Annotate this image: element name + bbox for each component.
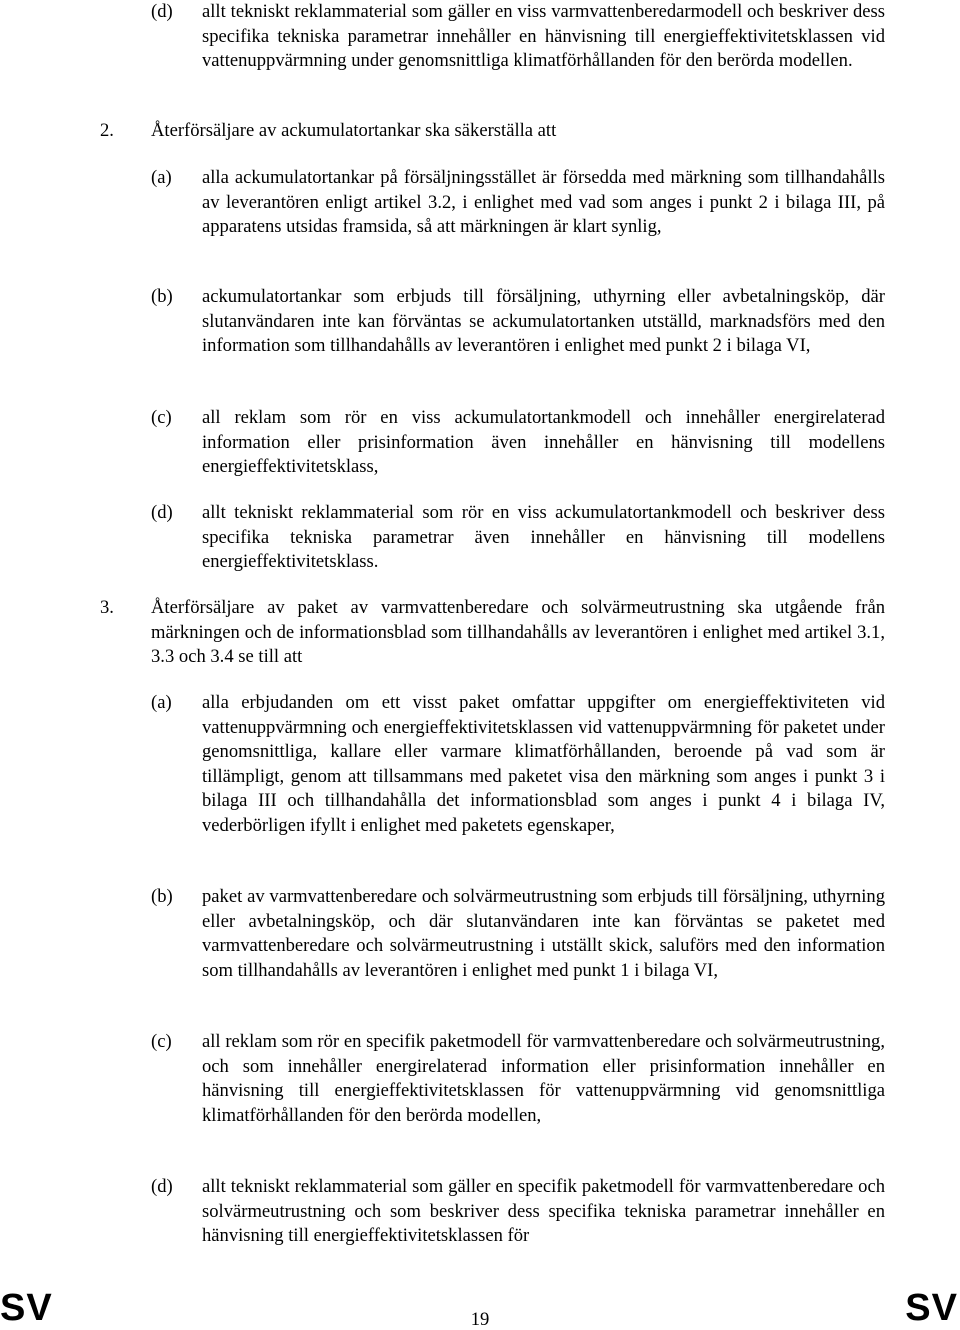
item-text: allt tekniskt reklammaterial som rör en viss ackumulatortankmodell och beskriver dess specifika tekniska parametrar även innehåller en hänvisning till modellens energieffektivitetsklass. bbox=[202, 502, 885, 572]
paragraph-number: 3. bbox=[100, 597, 114, 618]
footer-language-left: SV bbox=[0, 1287, 53, 1329]
paragraph-3 bbox=[100, 596, 885, 670]
list-item-d-continued bbox=[151, 0, 885, 74]
footer-language-right: SV bbox=[905, 1287, 958, 1329]
list-item-2c bbox=[151, 406, 885, 480]
paragraph-text: Återförsäljare av paket av varmvattenberedare och solvärmeutrustning ska utgående från märkningen och de informationsblad som tillhandahålls av leverantören i enlighet med artikel 3.1, 3.3 och 3.4 se till att bbox=[151, 597, 885, 667]
item-label: (b) bbox=[151, 286, 173, 307]
paragraph-number: 2. bbox=[100, 120, 114, 141]
item-text: all reklam som rör en specifik paketmodell för varmvattenberedare och solvärmeutrustning, och som innehåller energirelaterad information eller prisinformation innehåller en hänvisning till energieffektivitetsklassen för vattenuppvärmning vid genomsnittliga klimatförhållanden för den berörda modellen, bbox=[202, 1031, 885, 1126]
item-text: ackumulatortankar som erbjuds till försäljning, uthyrning eller avbetalningsköp, där slutanvändaren inte kan förväntas se ackumulatortanken utställd, marknadsförs med den information som tillhandahålls av leverantören i enlighet med punkt 2 i bilaga VI, bbox=[202, 286, 885, 356]
item-text: allt tekniskt reklammaterial som gäller en viss varmvattenberedarmodell och beskriver dess specifika tekniska parametrar innehåller en hänvisning till energieffektivitetsklassen vid vattenuppvärmning under genomsnittliga klimatförhållanden för den berörda modellen. bbox=[202, 1, 885, 71]
item-text: alla erbjudanden om ett visst paket omfattar uppgifter om energieffektiviteten vid vattenuppvärmning och energieffektivitetsklassen vid vattenuppvärmning för paketet under genomsnittliga, kallare eller varmare klimatförhållanden, beroende på vad som är tillämpligt, genom att tillsammans med paketet visa den märkning som anges i punkt 3 i bilaga III och tillhandahålla det informationsblad som anges i punkt 4 i bilaga IV, vederbörligen ifyllt i enlighet med paketets egenskaper, bbox=[202, 692, 885, 836]
list-item-3d bbox=[151, 1175, 885, 1249]
list-item-2a bbox=[151, 166, 885, 240]
list-item-3b bbox=[151, 885, 885, 983]
item-text: allt tekniskt reklammaterial som gäller en specifik paketmodell för varmvattenberedare och solvärmeutrustning och som beskriver dess specifika tekniska parametrar innehåller en hänvisning till energieffektivitetsklassen för bbox=[202, 1176, 885, 1246]
item-label: (b) bbox=[151, 886, 173, 907]
item-label: (a) bbox=[151, 167, 172, 188]
item-label: (c) bbox=[151, 407, 172, 428]
item-label: (d) bbox=[151, 1, 173, 22]
page-number: 19 bbox=[470, 1309, 490, 1330]
item-label: (d) bbox=[151, 1176, 173, 1197]
item-label: (a) bbox=[151, 692, 172, 713]
list-item-3a bbox=[151, 691, 885, 838]
item-text: alla ackumulatortankar på försäljningsstället är försedda med märkning som tillhandahålls av leverantören enligt artikel 3.2, i enlighet med vad som anges i punkt 2 i bilaga III, på apparatens utsidas framsida, så att märkningen är klart synlig, bbox=[202, 167, 885, 237]
list-item-2b bbox=[151, 285, 885, 359]
item-label: (d) bbox=[151, 502, 173, 523]
item-text: paket av varmvattenberedare och solvärmeutrustning som erbjuds till försäljning, uthyrning eller avbetalningsköp, och där slutanvändaren inte kan förväntas se paketet med varmvattenberedare och solvärmeutrustning i utställt skick, saluförs med den information som tillhandahålls av leverantören i enlighet med punkt 1 i bilaga VI, bbox=[202, 886, 885, 981]
item-text: all reklam som rör en viss ackumulatortankmodell och innehåller energirelaterad information eller prisinformation även innehåller en hänvisning till modellens energieffektivitetsklass, bbox=[202, 407, 885, 477]
list-item-2d bbox=[151, 501, 885, 575]
item-label: (c) bbox=[151, 1031, 172, 1052]
paragraph-2 bbox=[100, 119, 885, 144]
list-item-3c bbox=[151, 1030, 885, 1128]
paragraph-text: Återförsäljare av ackumulatortankar ska säkerställa att bbox=[151, 120, 557, 141]
